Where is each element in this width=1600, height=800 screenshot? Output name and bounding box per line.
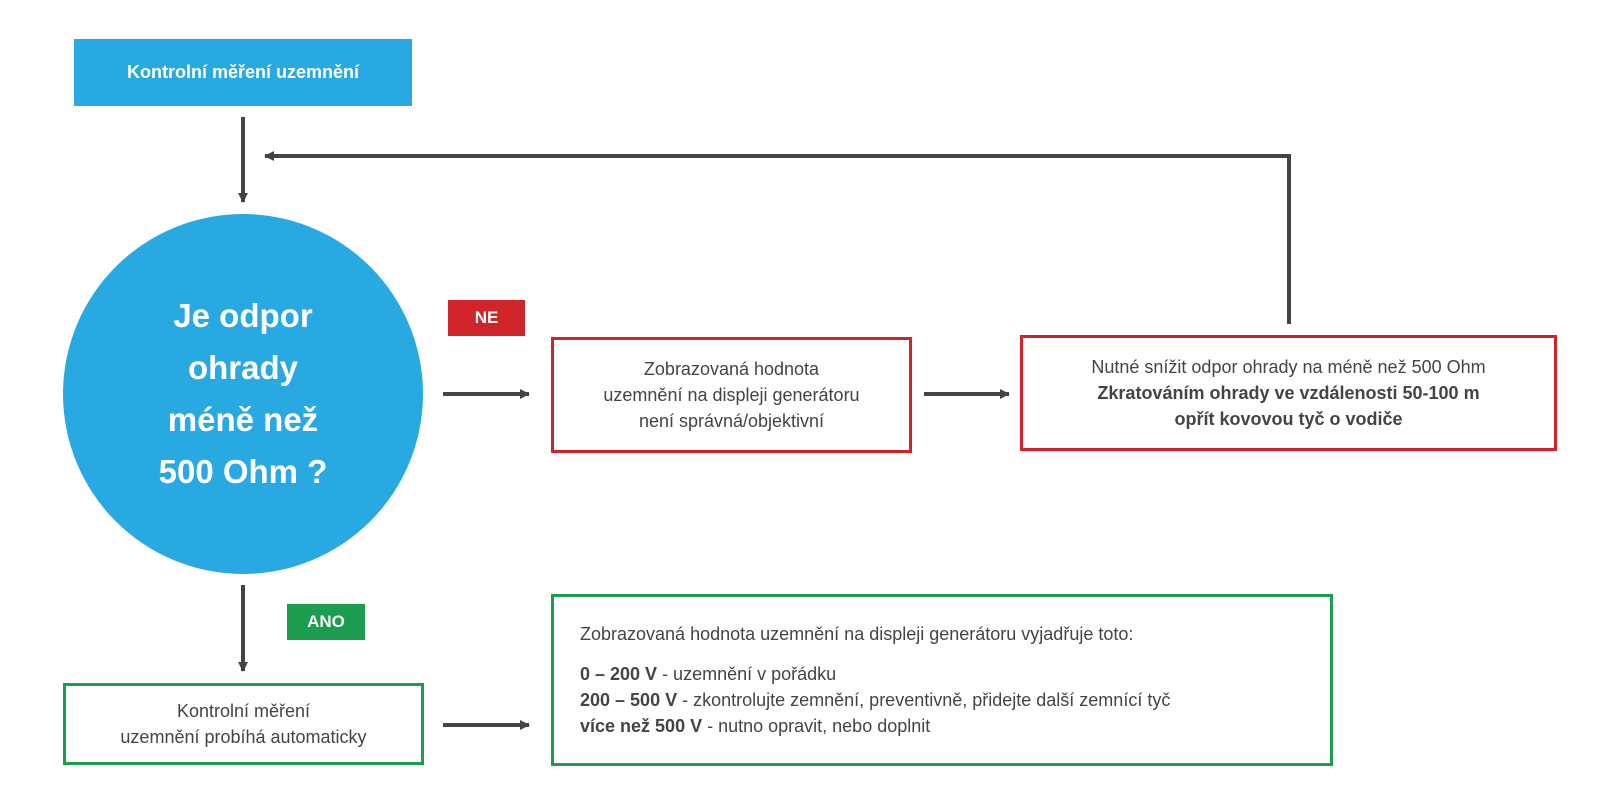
no-tag-label: NE: [474, 308, 499, 327]
reduce-line-1: Nutné snížit odpor ohrady na méně než 500 Ohm: [1091, 357, 1486, 377]
auto-line-1: Kontrolní měření: [176, 701, 311, 721]
yes-tag: [287, 604, 365, 640]
meaning-text: - nutno opravit, nebo doplnit: [702, 716, 931, 736]
invalid-line-1: Zobrazovaná hodnota: [643, 359, 820, 379]
reduce-line-3: opřít kovovou tyč o vodiče: [1174, 409, 1403, 429]
decision-line-4: 500 Ohm ?: [158, 453, 328, 490]
decision-line-2: ohrady: [187, 349, 298, 386]
start-box: [74, 39, 412, 106]
yes-tag-label: ANO: [307, 612, 345, 631]
arrow-loop-back: [265, 156, 1289, 324]
decision-line-1: Je odpor: [173, 297, 313, 334]
meaning-range: 200 – 500 V: [580, 690, 678, 710]
invalid-value-box: [551, 337, 912, 453]
invalid-line-2: uzemnění na displeji generátoru: [603, 385, 860, 405]
meaning-row: [580, 687, 1170, 713]
meaning-range: více než 500 V: [580, 716, 703, 736]
meaning-row: [580, 661, 836, 687]
auto-line-2: uzemnění probíhá automaticky: [120, 727, 367, 747]
meaning-range: 0 – 200 V: [580, 664, 658, 684]
decision-circle: [63, 214, 423, 574]
meaning-text: - uzemnění v pořádku: [657, 664, 837, 684]
meaning-row: [580, 713, 930, 739]
value-meaning-box: [551, 594, 1333, 766]
decision-line-3: méně než: [167, 401, 319, 438]
reduce-line-2: Zkratováním ohrady ve vzdálenosti 50-100 m: [1097, 383, 1480, 403]
meaning-intro: Zobrazovaná hodnota uzemnění na displeji generátoru vyjadřuje toto:: [580, 624, 1134, 644]
no-tag: [448, 300, 525, 336]
auto-measurement-box: [63, 683, 424, 765]
start-label: Kontrolní měření uzemnění: [126, 62, 360, 82]
reduce-resistance-box: [1020, 335, 1557, 451]
invalid-line-3: není správná/objektivní: [638, 411, 825, 431]
meaning-text: - zkontrolujte zemnění, preventivně, přidejte další zemnící tyč: [677, 690, 1171, 710]
